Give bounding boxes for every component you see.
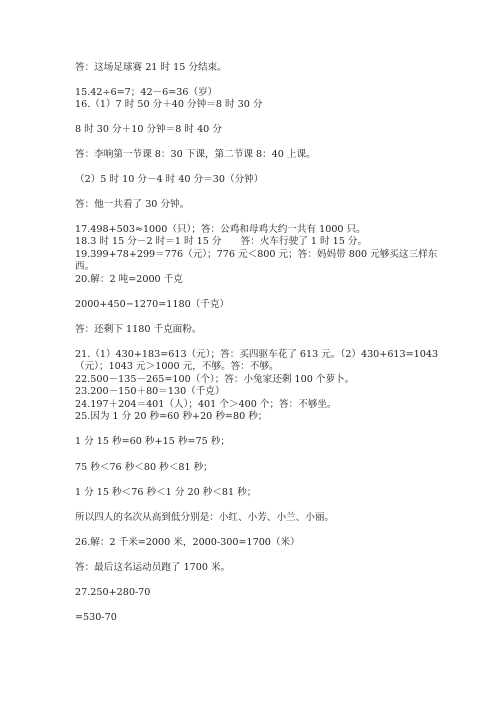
text-line: 答：最后这名运动员跑了 1700 米。 (75, 562, 231, 573)
text-line: 20.解：2 吨=2000 千克 (75, 274, 183, 285)
text-line: =530-70 (75, 612, 117, 623)
text-line: 1 分 15 秒=60 秒+15 秒=75 秒； (75, 436, 230, 447)
text-line: 16.（1）7 时 50 分＋40 分钟＝8 时 30 分 (75, 99, 263, 110)
text-line: 75 秒＜76 秒＜80 秒＜81 秒； (75, 462, 213, 473)
text-line: 所以四人的名次从高到低分别是：小红、小芳、小兰、小丽。 (75, 512, 335, 523)
text-line: 18.3 时 15 分－2 时＝1 时 15 分 答：火车行驶了 1 时 15 分。 (75, 236, 368, 247)
text-line: 2000+450−1270=1180（千克） (75, 299, 230, 310)
text-line: 答：李响第一节课 8：30 下课，第二节课 8：40 上课。 (75, 149, 316, 160)
text-line: 8 时 30 分＋10 分钟＝8 时 40 分 (75, 124, 222, 135)
text-line: 15.42÷6=7；42－6=36（岁） (75, 87, 218, 98)
text-line: （元）；1043 元＞1000 元，不够。答：不够。 (75, 361, 279, 372)
text-line: 1 分 15 秒＜76 秒＜1 分 20 秒＜81 秒； (75, 487, 257, 498)
text-line: （2）5 时 10 分－4 时 40 分＝30（分钟） (75, 174, 264, 185)
text-line: 19.399+78+299＝776（元）；776 元＜800 元；答：妈妈带 800 元够买这三样东 (75, 249, 438, 260)
text-line: 答：还剩下 1180 千克面粉。 (75, 324, 202, 335)
text-line: 答：他一共看了 30 分钟。 (75, 199, 190, 210)
text-line: 24.197＋204＝401（人）；401 个＞400 个；答：不够坐。 (75, 399, 337, 410)
text-line: 17.498+503≈1000（只）；答：公鸡和母鸡大约一共有 1000 只。 (75, 224, 366, 235)
text-line: 21.（1）430+183=613（元）；答：买四驱车花了 613 元。（2）430+613=1043 (75, 349, 439, 360)
text-line: 27.250+280-70 (75, 587, 151, 598)
text-line: 26.解：2 千米=2000 米，2000-300=1700（米） (75, 537, 300, 548)
text-line: 25.因为 1 分 20 秒=60 秒+20 秒=80 秒； (75, 411, 268, 422)
text-line: 22.500－135－265=100（个）；答：小兔家还剩 100 个萝卜。 (75, 374, 355, 385)
text-line: 西。 (75, 261, 95, 272)
text-line: 答：这场足球赛 21 时 15 分结束。 (75, 62, 227, 73)
text-line: 23.200－150＋80＝130（千克） (75, 386, 225, 397)
